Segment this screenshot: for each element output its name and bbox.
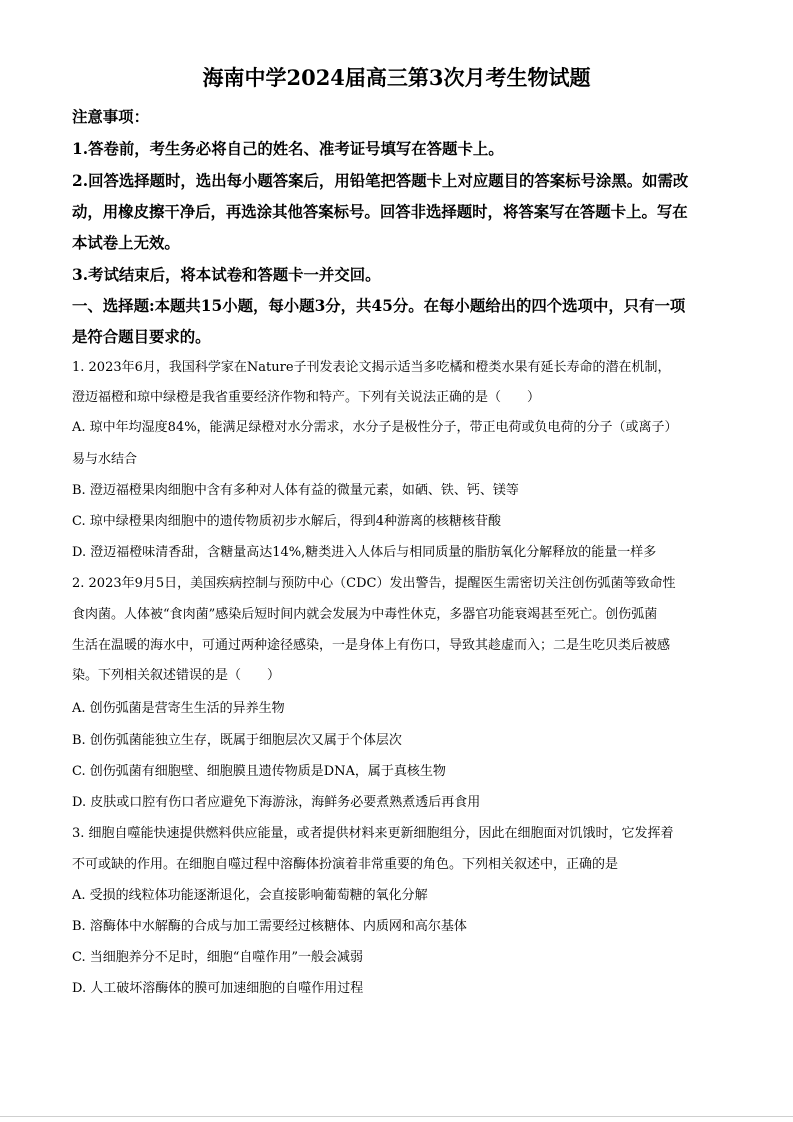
notice-heading: 注意事项：	[72, 108, 149, 126]
q1-option-a-line-1: A. 琼中年均湿度84%，能满足绿橙对水分需求，水分子是极性分子，带正电荷或负电荷的分子（或离子）	[72, 420, 678, 435]
page-title: 海南中学2024届高三第3次月考生物试题	[202, 65, 591, 90]
q2-stem-line-2: 食肉菌。人体被“食肉菌”感染后短时间内就会发展为中毒性休克，多器官功能衰竭甚至死亡。创伤弧菌	[72, 607, 658, 622]
q1-option-c: C. 琼中绿橙果肉细胞中的遗传物质初步水解后，得到4种游离的核糖核苷酸	[72, 514, 502, 529]
notice-item-3: 3.考试结束后，将本试卷和答题卡一并交回。	[72, 266, 381, 284]
q2-stem-line-3: 生活在温暖的海水中，可通过两种途径感染，一是身体上有伤口，导致其趁虚而入；二是生吃贝类后被感	[72, 638, 671, 653]
q2-option-c: C. 创伤弧菌有细胞壁、细胞膜且遗传物质是DNA，属于真核生物	[72, 764, 446, 779]
notice-item-2-line-1: 2.回答选择题时，选出每小题答案后，用铅笔把答题卡上对应题目的答案标号涂黑。如需改	[72, 172, 689, 190]
section-header-line-1: 一、选择题:本题共15小题，每小题3分，共45分。在每小题给出的四个选项中，只有一项	[72, 297, 686, 315]
notice-item-1: 1.答卷前，考生务必将自己的姓名、准考证号填写在答题卡上。	[72, 140, 504, 158]
q3-option-a: A. 受损的线粒体功能逐渐退化，会直接影响葡萄糖的氧化分解	[72, 888, 428, 903]
q1-option-b: B. 澄迈福橙果肉细胞中含有多种对人体有益的微量元素，如硒、铁、钙、镁等	[72, 483, 519, 498]
q2-stem-line-4: 染。下列相关叙述错误的是（ ）	[72, 668, 281, 683]
q3-option-c: C. 当细胞养分不足时，细胞“自噬作用”一般会减弱	[72, 950, 364, 965]
q2-option-b: B. 创伤弧菌能独立生存，既属于细胞层次又属于个体层次	[72, 733, 402, 748]
q2-stem-line-1: 2. 2023年9月5日，美国疾病控制与预防中心（CDC）发出警告，提醒医生需密切关注创伤弧菌等致命性	[72, 576, 676, 591]
q3-stem-line-2: 不可或缺的作用。在细胞自噬过程中溶酶体扮演着非常重要的角色。下列相关叙述中，正确的是	[72, 857, 619, 872]
q3-option-b: B. 溶酶体中水解酶的合成与加工需要经过核糖体、内质网和高尔基体	[72, 919, 467, 934]
q1-option-a-line-2: 易与水结合	[72, 452, 138, 467]
q2-option-d: D. 皮肤或口腔有伤口者应避免下海游泳，海鲜务必要煮熟煮透后再食用	[72, 795, 481, 810]
q3-option-d: D. 人工破坏溶酶体的膜可加速细胞的自噬作用过程	[72, 981, 364, 996]
q2-option-a: A. 创伤弧菌是营寄生生活的异养生物	[72, 701, 285, 716]
section-header-line-2: 是符合题目要求的。	[72, 328, 211, 346]
q1-stem-line-2: 澄迈福橙和琼中绿橙是我省重要经济作物和特产。下列有关说法正确的是（ ）	[72, 390, 541, 405]
notice-item-2-line-3: 本试卷上无效。	[72, 234, 180, 252]
q1-option-d: D. 澄迈福橙味清香甜，含糖量高达14%,糖类进入人体后与相同质量的脂肪氧化分解释放的能量一样多	[72, 545, 657, 560]
q1-stem-line-1: 1. 2023年6月，我国科学家在Nature子刊发表论文揭示适当多吃橘和橙类水果有延长寿命的潜在机制，	[72, 360, 671, 375]
notice-item-2-line-2: 动，用橡皮擦干净后，再选涂其他答案标号。回答非选择题时，将答案写在答题卡上。写在	[72, 203, 688, 221]
q3-stem-line-1: 3. 细胞自噬能快速提供燃料供应能量，或者提供材料来更新细胞组分，因此在细胞面对饥饿时，它发挥着	[72, 826, 674, 841]
footer-divider	[0, 1116, 793, 1117]
